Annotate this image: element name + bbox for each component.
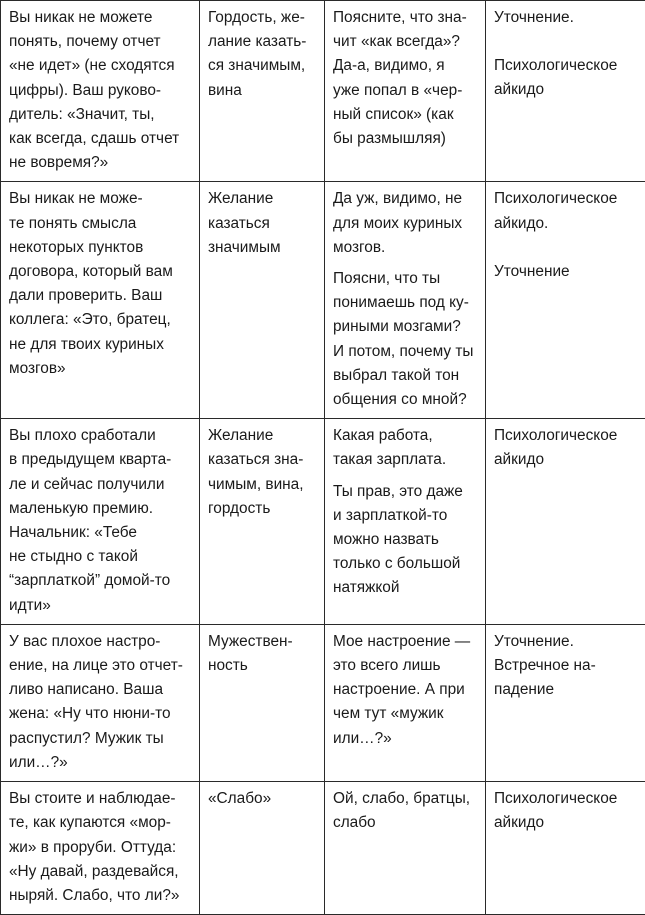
situation-line: те понять смысла (9, 212, 191, 236)
table-row (1, 624, 645, 781)
situation-line: ныряй. Слабо, что ли?» (9, 884, 191, 908)
response-line: или…?» (333, 727, 477, 751)
response-line: чит «как всегда»? (333, 30, 477, 54)
situation-line: У вас плохое настро- (9, 630, 191, 654)
feeling-line: Желание (208, 424, 316, 448)
response-cell (325, 1, 486, 182)
situation-line: не для твоих куриных (9, 333, 191, 357)
response-line: Какая работа, (333, 424, 477, 448)
technique-cell (486, 782, 645, 915)
response-line: Поясни, что ты (333, 267, 477, 291)
situation-line: идти» (9, 594, 191, 618)
situation-cell (1, 624, 200, 781)
response-line: и зарплаткой-то (333, 504, 477, 528)
situation-line: ение, на лице это отчет- (9, 654, 191, 678)
situation-line: маленькую премию. (9, 497, 191, 521)
technique-line: Психологическое (494, 787, 637, 811)
feeling-line: вина (208, 79, 316, 103)
situation-line: Вы стоите и наблюдае- (9, 787, 191, 811)
response-cell (325, 419, 486, 625)
technique-line: Уточнение (494, 260, 637, 284)
table-row (1, 182, 645, 419)
response-line: мозгов. (333, 236, 477, 260)
response-line: настроение. А при (333, 678, 477, 702)
technique-cell (486, 419, 645, 625)
situation-line: те, как купаются «мор- (9, 811, 191, 835)
response-line: чем тут «мужик (333, 702, 477, 726)
response-line: Да уж, видимо, не (333, 187, 477, 211)
feeling-line: ность (208, 654, 316, 678)
technique-line: Уточнение. (494, 6, 637, 30)
feeling-cell (200, 182, 325, 419)
feeling-line: лание казать- (208, 30, 316, 54)
response-line: общения со мной? (333, 388, 477, 412)
response-line: Ты прав, это даже (333, 480, 477, 504)
response-line: слабо (333, 811, 477, 835)
response-line: И потом, почему ты (333, 340, 477, 364)
feeling-line: «Слабо» (208, 787, 316, 811)
feeling-line: ся значимым, (208, 54, 316, 78)
response-line: для моих куриных (333, 212, 477, 236)
response-line: уже попал в «чер- (333, 79, 477, 103)
table-row (1, 1, 645, 182)
response-line: Да-а, видимо, я (333, 54, 477, 78)
technique-line: Психологическое (494, 424, 637, 448)
response-line: Поясните, что зна- (333, 6, 477, 30)
technique-line: падение (494, 678, 637, 702)
situation-line: понять, почему отчет (9, 30, 191, 54)
table-row (1, 419, 645, 625)
feeling-cell (200, 624, 325, 781)
situation-cell (1, 782, 200, 915)
response-cell (325, 782, 486, 915)
feeling-line: Мужествен- (208, 630, 316, 654)
situation-line: дали проверить. Ваш (9, 284, 191, 308)
situation-line: в предыдущем кварта- (9, 448, 191, 472)
situation-line: “зарплаткой” домой-то (9, 569, 191, 593)
situation-line: «не идет» (не сходятся (9, 54, 191, 78)
situation-line: распустил? Мужик ты (9, 727, 191, 751)
feeling-line: гордость (208, 497, 316, 521)
situation-line: договора, который вам (9, 260, 191, 284)
technique-line: айкидо (494, 448, 637, 472)
technique-line: айкидо. (494, 212, 637, 236)
feeling-cell (200, 1, 325, 182)
situation-line: некоторых пунктов (9, 236, 191, 260)
table-row (1, 782, 645, 915)
situation-line: Вы плохо сработали (9, 424, 191, 448)
response-line: риными мозгами? (333, 315, 477, 339)
technique-cell (486, 624, 645, 781)
situation-line: Вы никак не можете (9, 6, 191, 30)
situation-line: как всегда, сдашь отчет (9, 127, 191, 151)
situation-line: или…?» (9, 751, 191, 775)
situation-line: Начальник: «Тебе (9, 521, 191, 545)
response-cell (325, 182, 486, 419)
situation-line: не вовремя?» (9, 151, 191, 175)
response-line: Мое настроение — (333, 630, 477, 654)
technique-line: айкидо (494, 78, 637, 102)
response-line: это всего лишь (333, 654, 477, 678)
feeling-line: казаться (208, 212, 316, 236)
technique-line: Психологическое (494, 187, 637, 211)
feeling-line: Гордость, же- (208, 6, 316, 30)
situation-line: жи» в проруби. Оттуда: (9, 836, 191, 860)
response-line: такая зарплата. (333, 448, 477, 472)
response-line: бы размышляя) (333, 127, 477, 151)
situation-line: мозгов» (9, 357, 191, 381)
technique-line: Психологическое (494, 54, 637, 78)
situation-line: цифры). Ваш руково- (9, 79, 191, 103)
situation-line: «Ну давай, раздевайся, (9, 860, 191, 884)
technique-cell (486, 182, 645, 419)
response-line: Ой, слабо, братцы, (333, 787, 477, 811)
situation-line: Вы никак не може- (9, 187, 191, 211)
response-line: только с большой (333, 552, 477, 576)
feeling-line: Желание (208, 187, 316, 211)
situation-line: жена: «Ну что нюни-то (9, 702, 191, 726)
situation-cell (1, 419, 200, 625)
response-line: натяжкой (333, 576, 477, 600)
feeling-cell (200, 782, 325, 915)
situation-line: ле и сейчас получили (9, 473, 191, 497)
situation-cell (1, 182, 200, 419)
feeling-line: чимым, вина, (208, 473, 316, 497)
technique-line: Встречное на- (494, 654, 637, 678)
situation-line: ливо написано. Ваша (9, 678, 191, 702)
response-line: понимаешь под ку- (333, 291, 477, 315)
technique-line: Уточнение. (494, 630, 637, 654)
response-line: можно назвать (333, 528, 477, 552)
situation-line: не стыдно с такой (9, 545, 191, 569)
technique-line: айкидо (494, 811, 637, 835)
feeling-cell (200, 419, 325, 625)
situation-line: коллега: «Это, братец, (9, 308, 191, 332)
technique-cell (486, 1, 645, 182)
situation-line: дитель: «Значит, ты, (9, 103, 191, 127)
situation-cell (1, 1, 200, 182)
response-cell (325, 624, 486, 781)
response-line: выбрал такой тон (333, 364, 477, 388)
feeling-line: значимым (208, 236, 316, 260)
response-line: ный список» (как (333, 103, 477, 127)
feeling-line: казаться зна- (208, 448, 316, 472)
